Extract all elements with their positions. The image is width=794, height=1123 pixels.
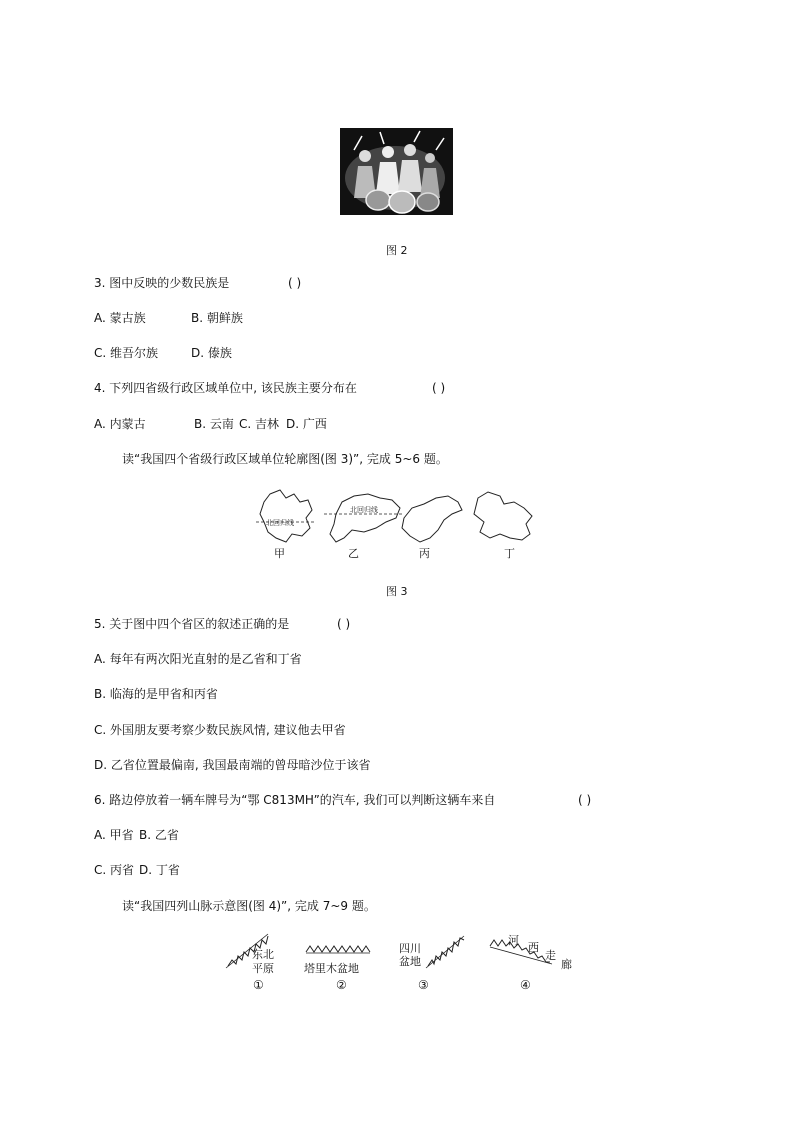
province-label-jia: 甲 [274, 547, 285, 560]
fig4-number-3: ③ [418, 978, 429, 992]
q3-option-a: A. 蒙古族 [94, 311, 146, 325]
fig4-label-1a: 东北 [252, 948, 274, 961]
fig4-number-4: ④ [520, 978, 531, 992]
question-5-bracket: ( ) [337, 617, 351, 631]
q3-option-b: B. 朝鲜族 [191, 311, 243, 325]
q6-option-b: B. 乙省 [139, 828, 179, 842]
fig4-number-1: ① [253, 978, 264, 992]
q5-option-c: C. 外国朋友要考察少数民族风情, 建议他去甲省 [94, 723, 346, 737]
fig4-label-4-lang: 廊 [561, 958, 572, 971]
province-yi-outline [330, 494, 400, 542]
q4-option-d: D. 广西 [286, 417, 327, 431]
fig4-label-1b: 平原 [252, 962, 274, 975]
province-label-ding: 丁 [504, 547, 515, 560]
intro-7-9: 读“我国四列山脉示意图(图 4)”, 完成 7~9 题。 [122, 899, 376, 913]
question-6-stem: 6. 路边停放着一辆车牌号为“鄂 C813MH”的汽车, 我们可以判断这辆车来自 [94, 793, 496, 807]
q6-option-d: D. 丁省 [139, 863, 180, 877]
q4-option-c: C. 吉林 [239, 417, 280, 431]
fig4-label-4-zou: 走 [545, 949, 556, 962]
q5-option-d: D. 乙省位置最偏南, 我国最南端的曾母暗沙位于该省 [94, 758, 371, 772]
province-ding-outline [474, 492, 532, 540]
province-label-yi: 乙 [348, 547, 359, 560]
question-3-bracket: ( ) [288, 276, 302, 290]
q5-option-a: A. 每年有两次阳光直射的是乙省和丁省 [94, 652, 302, 666]
mountain-range-4 [490, 940, 550, 962]
question-6-bracket: ( ) [578, 793, 592, 807]
q3-option-d: D. 傣族 [191, 346, 232, 360]
question-4-bracket: ( ) [432, 381, 446, 395]
fig4-label-3a: 四川 [399, 942, 421, 955]
mountain-range-2 [306, 946, 370, 952]
q3-option-c: C. 维吾尔族 [94, 346, 159, 360]
fig4-label-3b: 盆地 [399, 955, 421, 968]
q6-option-c: C. 丙省 [94, 863, 135, 877]
province-label-bing: 丙 [419, 547, 430, 560]
question-4-stem: 4. 下列四省级行政区域单位中, 该民族主要分布在 [94, 381, 357, 395]
figure-3-caption: 图 3 [386, 585, 408, 598]
fig4-label-2: 塔里木盆地 [304, 962, 359, 975]
drummers-illustration [340, 128, 453, 215]
q4-option-a: A. 内蒙古 [94, 417, 146, 431]
figure-2-photo [340, 128, 453, 215]
fig4-number-2: ② [336, 978, 347, 992]
tropic-label-jia: 北回归线 [266, 519, 294, 527]
tropic-label-yi: 北回归线 [350, 506, 378, 514]
q4-option-b: B. 云南 [194, 417, 234, 431]
question-3-stem: 3. 图中反映的少数民族是 [94, 276, 230, 290]
province-bing-outline [402, 496, 462, 542]
fig4-label-4-he: 河 [508, 934, 519, 947]
question-5-stem: 5. 关于图中四个省区的叙述正确的是 [94, 617, 290, 631]
fig4-label-4-xi: 西 [528, 941, 539, 954]
q6-option-a: A. 甲省 [94, 828, 134, 842]
province-jia-outline [260, 490, 312, 542]
figure-2-caption: 图 2 [386, 244, 408, 257]
q5-option-b: B. 临海的是甲省和丙省 [94, 687, 218, 701]
intro-5-6: 读“我国四个省级行政区域单位轮廓图(图 3)”, 完成 5~6 题。 [122, 452, 448, 466]
